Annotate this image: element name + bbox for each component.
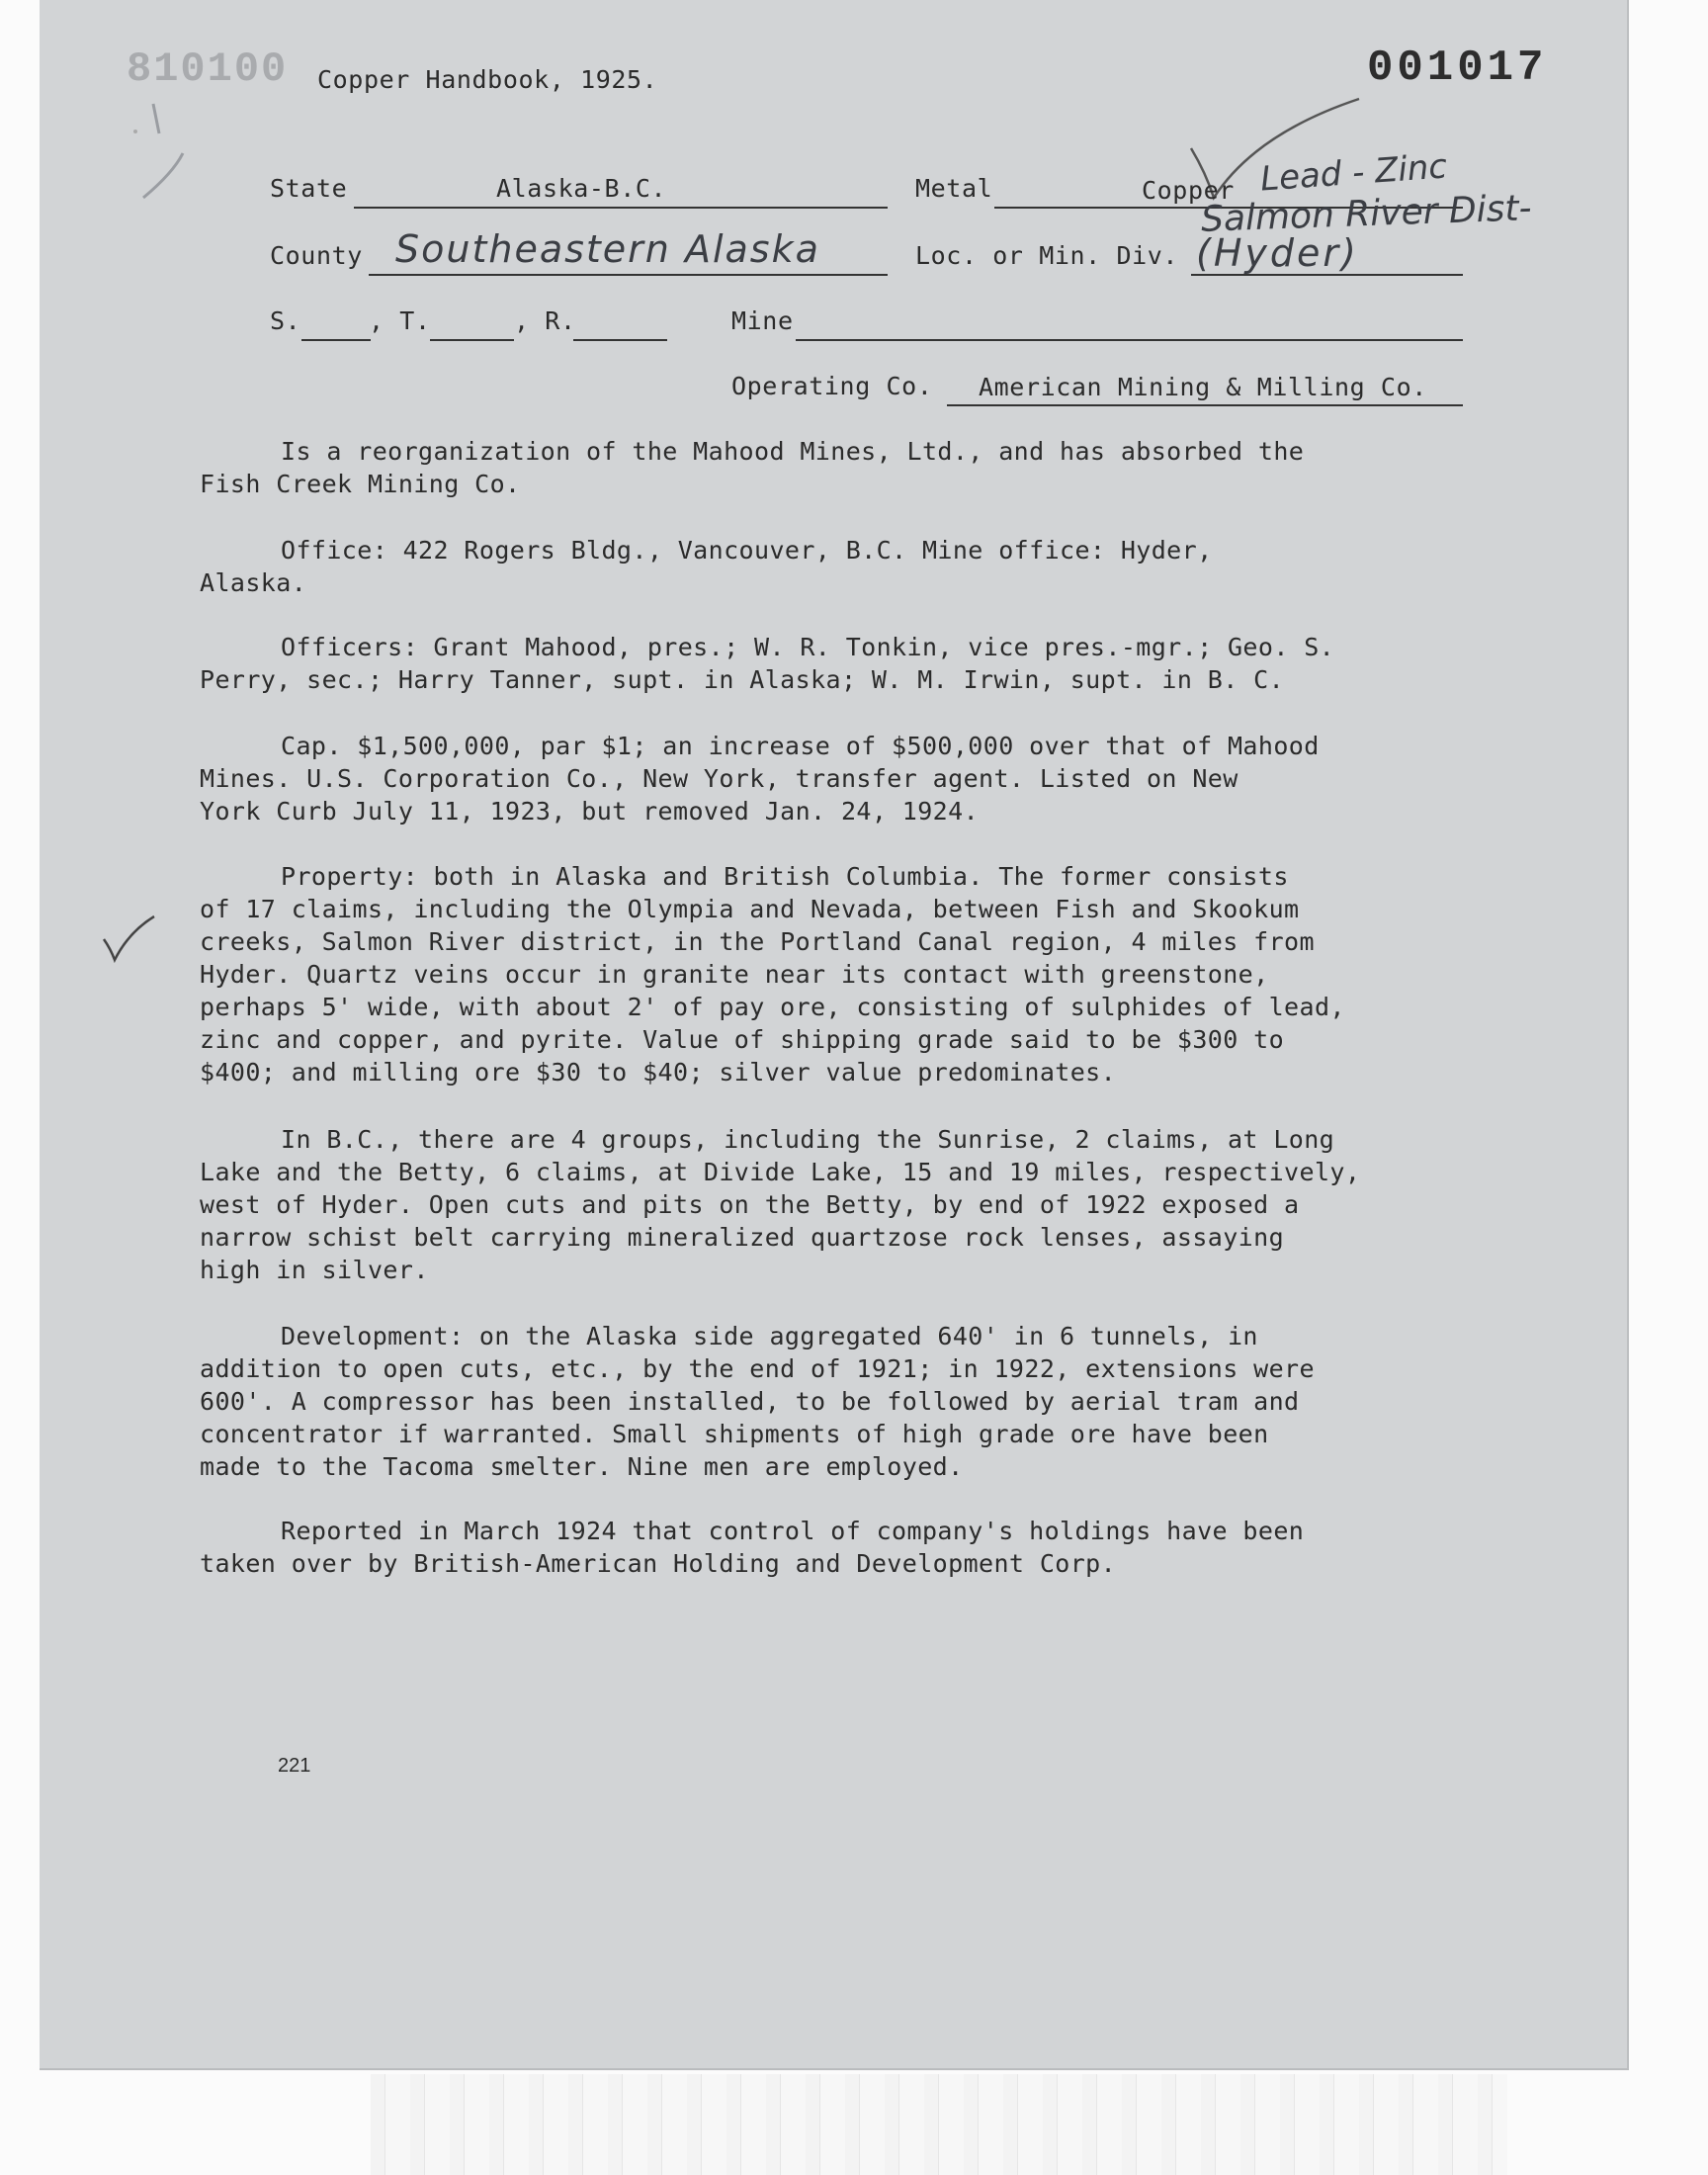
county-label: County: [270, 241, 363, 270]
paragraph-capital: Cap. $1,500,000, par $1; an increase of $500,000 over that of Mahood Mines. U.S. Corporation Co., New York, transfer agent. Listed on New York Curb July 11, 1923, but removed Jan. 24, 1924.: [200, 732, 1320, 826]
margin-check-mark-icon: [99, 914, 158, 964]
range-label: , R.: [514, 306, 576, 335]
township-underline: [430, 339, 514, 341]
page-number: 221: [278, 1755, 311, 1777]
paragraph-office: Office: 422 Rogers Bldg., Vancouver, B.C. Mine office: Hyder, Alaska.: [200, 536, 1213, 597]
paragraph-reported: Reported in March 1924 that control of company's holdings have been taken over by British-American Holding and Development Corp.: [200, 1517, 1305, 1578]
document-number-stamp: 001017: [1367, 44, 1548, 93]
paragraph-bc-groups: In B.C., there are 4 groups, including the Sunrise, 2 claims, at Long Lake and the Betty, 6 claims, at Divide Lake, 15 and 19 miles, respectively, west of Hyder. Open cuts and pits on the Betty, by end of 1922 exposed a narrow schist belt carrying mineralized quartzose rock lenses, assaying high in silver.: [200, 1125, 1361, 1284]
mine-underline: [796, 339, 1463, 341]
document-title: Copper Handbook, 1925.: [317, 65, 658, 94]
paragraph-officers: Officers: Grant Mahood, pres.; W. R. Tonkin, vice pres.-mgr.; Geo. S. Perry, sec.; Harry Tanner, supt. in Alaska; W. M. Irwin, supt. in B. C.: [200, 633, 1335, 694]
section-underline: [301, 339, 371, 341]
metal-value: Copper: [1142, 176, 1235, 205]
state-label: State: [270, 174, 348, 203]
county-value-handwritten: Southeastern Alaska: [395, 227, 820, 271]
metal-label: Metal: [915, 174, 993, 203]
operating-co-underline: [947, 404, 1463, 406]
township-label: , T.: [369, 306, 431, 335]
document-page: [40, 0, 1629, 2070]
faint-stamp-number: 810100: [127, 45, 289, 93]
paragraph-property: Property: both in Alaska and British Columbia. The former consists of 17 claims, including the Olympia and Nevada, between Fish and Skookum creeks, Salmon River district, in the Portland Canal region, 4 miles from Hyder. Quartz veins occur in granite near its contact with greenstone, perhaps 5' wide, with about 2' of pay ore, consisting of sulphides of lead, zinc and copper, and pyrite. Value of shipping grade said to be $300 to $400; and milling ore $30 to $40; silver value predominates.: [200, 862, 1345, 1087]
operating-co-value: American Mining & Milling Co.: [979, 373, 1427, 401]
metal-handwritten: Lead - Zinc: [1258, 146, 1449, 200]
county-underline: [369, 274, 888, 276]
pencil-mark-icon: [114, 94, 203, 213]
section-label: S.: [270, 306, 301, 335]
loc-label: Loc. or Min. Div.: [915, 241, 1179, 270]
state-value: Alaska-B.C.: [496, 174, 667, 203]
loc-value-handwritten-line2: (Hyder): [1196, 231, 1359, 275]
operating-co-label: Operating Co.: [731, 372, 933, 400]
range-underline: [573, 339, 667, 341]
paragraph-development: Development: on the Alaska side aggregated 640' in 6 tunnels, in addition to open cuts, etc., by the end of 1921; in 1922, extensions were 600'. A compressor has been installed, to be followed by aerial tram and concentrator if warranted. Small shipments of high grade ore have been made to the Tacoma smelter. Nine men are employed.: [200, 1322, 1315, 1481]
mine-label: Mine: [731, 306, 794, 335]
scan-edge-strip: [371, 2074, 1507, 2175]
loc-value-handwritten-line1: Salmon River Dist-: [1200, 188, 1533, 240]
state-underline: [354, 207, 888, 209]
paragraph-reorganization: Is a reorganization of the Mahood Mines, Ltd., and has absorbed the Fish Creek Mining Co.: [200, 437, 1305, 498]
